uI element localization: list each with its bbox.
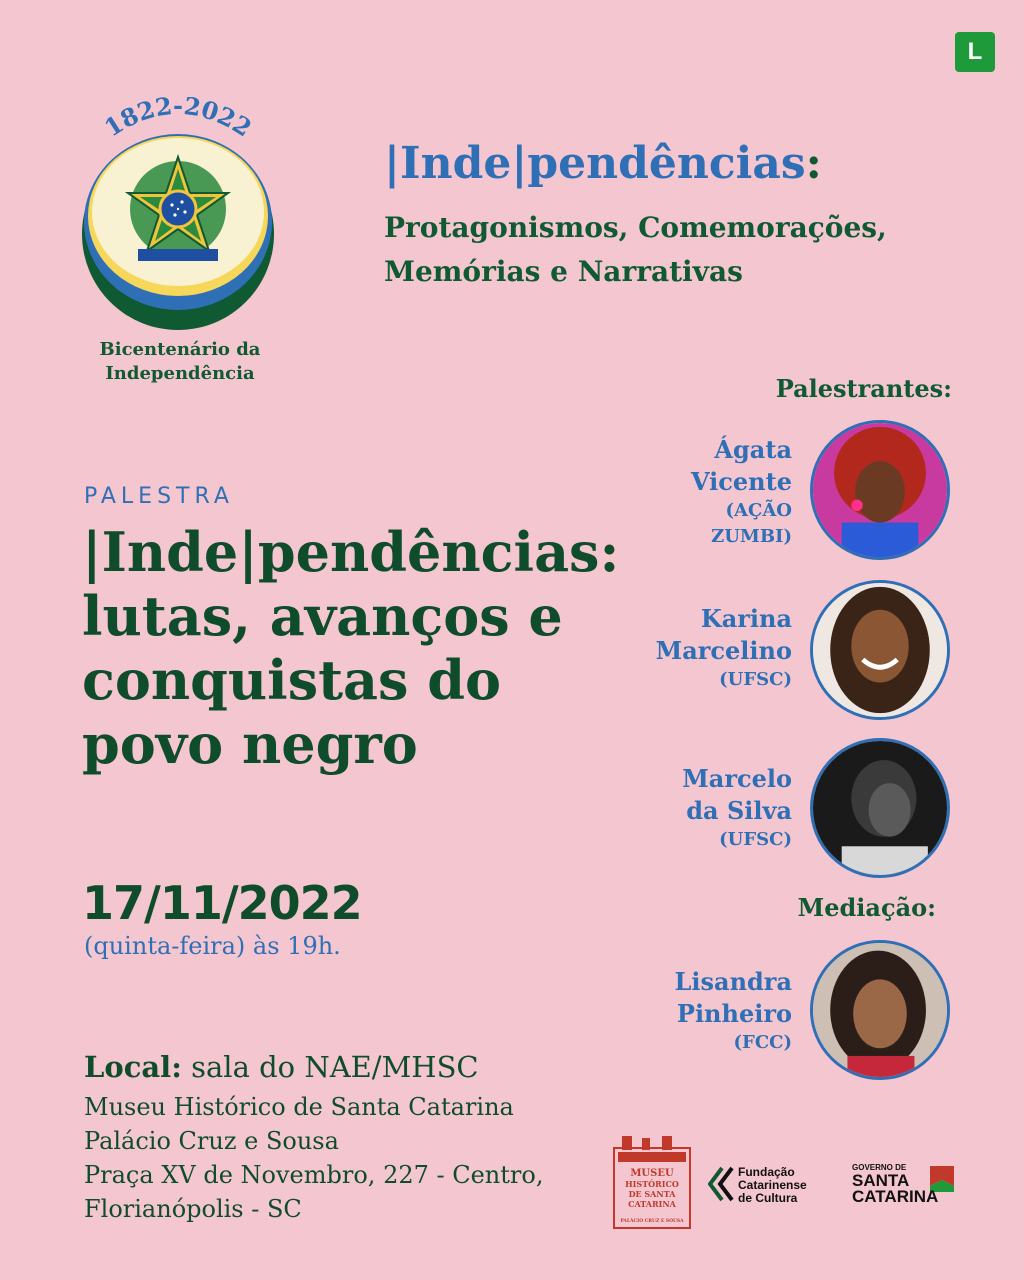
seal-caption [70,338,290,386]
talk-title-line4: povo negro [82,712,418,776]
seal-caption-line2: Independência [105,363,255,384]
series-title [384,138,822,189]
speaker-agata-photo [810,420,950,560]
series-subtitle-line1: Protagonismos, Comemorações, [384,211,887,244]
event-type-label: PALESTRA [84,484,234,509]
mediator-lisandra [562,966,792,1056]
series-subtitle [384,206,944,294]
svg-text:CATARINA: CATARINA [628,1199,676,1209]
svg-text:de Cultura: de Cultura [738,1191,798,1205]
museum-logo [612,1134,692,1230]
government-logo [850,1160,960,1206]
location-room: sala do NAE/MHSC [191,1050,479,1084]
talk-title [82,520,682,776]
talk-title-line2: lutas, avanços e [82,584,563,648]
svg-text:HISTÓRICO: HISTÓRICO [625,1179,679,1189]
speakers-heading: Palestrantes: [775,374,952,403]
speaker-first-name: Karina [700,604,792,633]
speaker-marcelo-photo [810,738,950,878]
svg-text:GOVERNO DE: GOVERNO DE [852,1163,907,1172]
svg-text:Fundação: Fundação [738,1165,795,1179]
address-line1: Museu Histórico de Santa Catarina [84,1093,514,1121]
seal-years: 1822-2022 [99,90,257,143]
mediator-lisandra-photo [810,940,950,1080]
location-label: Local: [84,1050,182,1084]
address-line2: Palácio Cruz e Sousa [84,1127,339,1155]
mediation-heading: Mediação: [797,893,936,922]
fcc-logo [708,1160,828,1208]
speaker-last-name: Marcelino [655,636,792,665]
speaker-karina-photo [810,580,950,720]
bicentennial-seal [78,84,278,334]
mediator-last-name: Pinheiro [676,999,792,1028]
speaker-affiliation: (UFSC) [719,829,792,850]
speaker-last-name: Vicente [690,467,792,496]
speaker-affiliation: (AÇÃO [725,500,792,521]
series-title-text: |Inde|pendências [384,138,806,189]
svg-text:DE SANTA: DE SANTA [628,1189,676,1199]
series-subtitle-line2: Memórias e Narrativas [384,255,743,288]
mediator-affiliation: (FCC) [733,1032,792,1053]
speaker-affiliation: (UFSC) [719,669,792,690]
mediator-first-name: Lisandra [674,967,792,996]
talk-title-line1: |Inde|pendências: [82,520,620,584]
speaker-first-name: Marcelo [682,764,792,793]
speaker-marcelo [562,763,792,853]
rating-badge: L [955,32,995,72]
talk-title-line3: conquistas do [82,648,502,712]
svg-text:Catarinense: Catarinense [738,1178,807,1192]
address-line3: Praça XV de Novembro, 227 - Centro, [84,1161,544,1189]
event-weekday-time: (quinta-feira) às 19h. [84,932,341,960]
speaker-last-name: da Silva [686,796,792,825]
svg-text:PALÁCIO CRUZ E SOUSA: PALÁCIO CRUZ E SOUSA [620,1219,684,1224]
svg-text:SANTA: SANTA [852,1171,910,1190]
location-address [84,1090,604,1226]
svg-text:MUSEU: MUSEU [630,1168,674,1179]
location-heading [84,1050,479,1084]
address-line4: Florianópolis - SC [84,1195,302,1223]
speaker-first-name: Ágata [714,435,792,464]
seal-caption-line1: Bicentenário da [99,339,261,360]
event-date: 17/11/2022 [82,876,362,930]
series-title-colon: : [805,138,822,189]
svg-text:CATARINA: CATARINA [852,1187,939,1206]
speaker-affiliation: ZUMBI) [711,526,792,547]
